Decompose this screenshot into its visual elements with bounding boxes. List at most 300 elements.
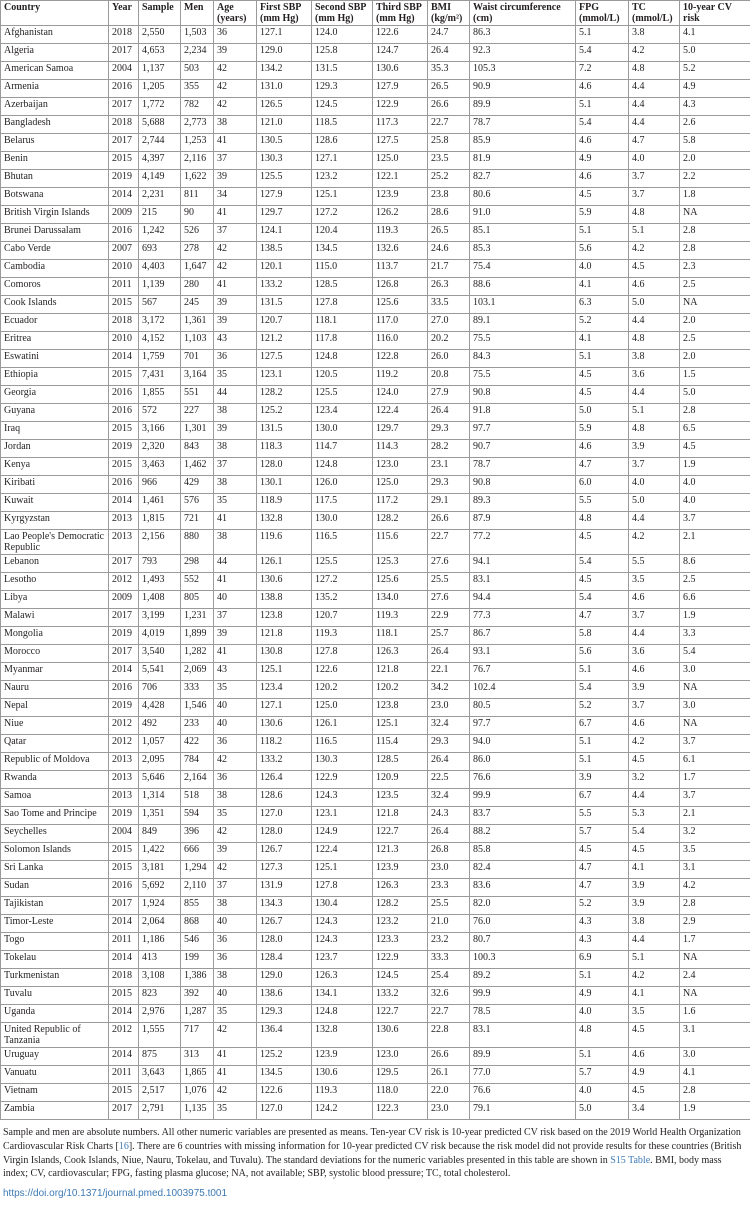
table-cell: 2015 (109, 296, 139, 314)
table-cell: 122.9 (373, 951, 428, 969)
table-cell: 3.6 (629, 368, 680, 386)
table-cell: 26.1 (428, 1066, 470, 1084)
table-cell: 130.0 (312, 512, 373, 530)
table-cell: 526 (181, 224, 214, 242)
table-cell: 2018 (109, 116, 139, 134)
table-cell: 1,503 (181, 26, 214, 44)
table-cell: 5.0 (629, 296, 680, 314)
table-row (1, 987, 750, 1005)
table-cell: 5.5 (629, 555, 680, 573)
table-cell: 88.2 (470, 825, 576, 843)
table-cell: 3,643 (139, 1066, 181, 1084)
table-cell: 120.2 (373, 681, 428, 699)
country-cell: Lao People's Democratic Republic (1, 530, 109, 555)
table-cell: 2.5 (680, 278, 750, 296)
table-cell: 7,431 (139, 368, 181, 386)
table-cell: 2.1 (680, 807, 750, 825)
table-cell: 1,546 (181, 699, 214, 717)
table-cell: 23.0 (428, 699, 470, 717)
table-cell: NA (680, 681, 750, 699)
table-cell: 5.1 (576, 224, 629, 242)
table-cell: 2,164 (181, 771, 214, 789)
table-cell: 44 (214, 555, 257, 573)
table-cell: 42 (214, 242, 257, 260)
col-header: Third SBP (mm Hg) (373, 1, 428, 26)
table-cell: 97.7 (470, 422, 576, 440)
table-cell: 117.2 (373, 494, 428, 512)
supplementary-table-link[interactable]: S15 Table (610, 1154, 651, 1166)
table-cell: 2,095 (139, 753, 181, 771)
country-cell: Nauru (1, 681, 109, 699)
table-cell: 118.2 (257, 735, 312, 753)
table-cell: 2019 (109, 440, 139, 458)
table-row (1, 807, 750, 825)
table-cell: 125.5 (312, 555, 373, 573)
table-cell: 89.2 (470, 969, 576, 987)
table-cell: 567 (139, 296, 181, 314)
table-cell: 28.2 (428, 440, 470, 458)
table-cell: 118.9 (257, 494, 312, 512)
table-cell: 125.6 (373, 296, 428, 314)
table-cell: 132.8 (312, 1023, 373, 1048)
table-cell: 130.6 (312, 1066, 373, 1084)
table-cell: 34 (214, 188, 257, 206)
table-cell: 121.8 (373, 663, 428, 681)
table-cell: 124.9 (312, 825, 373, 843)
table-cell: 4.0 (629, 476, 680, 494)
table-cell: 4.0 (576, 260, 629, 278)
table-cell: 5.4 (680, 645, 750, 663)
table-cell: 90.9 (470, 80, 576, 98)
table-cell: 126.3 (312, 969, 373, 987)
table-cell: 25.2 (428, 170, 470, 188)
table-cell: 5.0 (576, 1102, 629, 1120)
table-cell: 122.1 (373, 170, 428, 188)
table-cell: 123.2 (373, 915, 428, 933)
table-cell: 2012 (109, 735, 139, 753)
table-cell: 2014 (109, 663, 139, 681)
table-cell: 4.4 (629, 789, 680, 807)
table-cell: 26.0 (428, 350, 470, 368)
table-cell: 114.3 (373, 440, 428, 458)
table-cell: 134.5 (312, 242, 373, 260)
table-cell: 392 (181, 987, 214, 1005)
table-cell: 40 (214, 987, 257, 1005)
table-cell: 3,164 (181, 368, 214, 386)
table-cell: 3,166 (139, 422, 181, 440)
country-cell: Uruguay (1, 1048, 109, 1066)
table-cell: 82.4 (470, 861, 576, 879)
country-cell: Turkmenistan (1, 969, 109, 987)
table-cell: 124.0 (312, 26, 373, 44)
table-cell: 35.3 (428, 62, 470, 80)
table-cell: 2,156 (139, 530, 181, 555)
table-cell: 966 (139, 476, 181, 494)
table-cell: 22.7 (428, 1005, 470, 1023)
table-cell: 576 (181, 494, 214, 512)
table-cell: 118.3 (257, 440, 312, 458)
table-cell: 124.3 (312, 789, 373, 807)
footnote-text: . BMI, body mass index; CV, cardiovascular; FPG, fasting plasma glucose; NA, not available; SBP, systolic blood pressure; TC, total cholesterol. (3, 1154, 722, 1180)
table-cell: 41 (214, 512, 257, 530)
table-cell: 5.1 (629, 951, 680, 969)
table-cell: 114.7 (312, 440, 373, 458)
country-cell: Seychelles (1, 825, 109, 843)
country-cell: Rwanda (1, 771, 109, 789)
table-cell: 4.6 (576, 170, 629, 188)
table-cell: 26.6 (428, 512, 470, 530)
table-cell: 130.8 (257, 645, 312, 663)
table-cell: 94.1 (470, 555, 576, 573)
table-cell: 125.3 (373, 555, 428, 573)
table-cell: 23.0 (428, 1102, 470, 1120)
table-cell: 4.2 (629, 969, 680, 987)
table-cell: 117.5 (312, 494, 373, 512)
table-cell: 1,139 (139, 278, 181, 296)
table-cell: 2.8 (680, 224, 750, 242)
table-row (1, 134, 750, 152)
table-cell: 125.1 (257, 663, 312, 681)
table-cell: 123.8 (257, 609, 312, 627)
table-cell: 131.0 (257, 80, 312, 98)
country-cell: Zambia (1, 1102, 109, 1120)
table-cell: 26.6 (428, 1048, 470, 1066)
table-cell: 1,314 (139, 789, 181, 807)
table-row (1, 206, 750, 224)
table-cell: 1,386 (181, 969, 214, 987)
table-cell: 2019 (109, 807, 139, 825)
table-cell: 2,320 (139, 440, 181, 458)
table-cell: 32.6 (428, 987, 470, 1005)
table-cell: 4.8 (629, 206, 680, 224)
table-cell: 875 (139, 1048, 181, 1066)
country-cell: United Republic of Tanzania (1, 1023, 109, 1048)
table-cell: 126.4 (257, 771, 312, 789)
col-header: Age (years) (214, 1, 257, 26)
table-cell: 1,231 (181, 609, 214, 627)
table-cell: 4.1 (629, 987, 680, 1005)
country-cell: Jordan (1, 440, 109, 458)
table-cell: 5.8 (576, 627, 629, 645)
table-cell: 1.7 (680, 771, 750, 789)
table-cell: 6.0 (576, 476, 629, 494)
table-cell: 123.9 (312, 1048, 373, 1066)
table-cell: 2004 (109, 825, 139, 843)
table-cell: 1.7 (680, 933, 750, 951)
table-row (1, 843, 750, 861)
table-cell: 37 (214, 609, 257, 627)
table-cell: 38 (214, 440, 257, 458)
table-cell: 2017 (109, 1102, 139, 1120)
table-cell: 120.2 (312, 681, 373, 699)
table-cell: 4.8 (629, 62, 680, 80)
header-row (1, 1, 750, 26)
table-cell: 3,172 (139, 314, 181, 332)
table-row (1, 969, 750, 987)
table-cell: 355 (181, 80, 214, 98)
doi-link[interactable]: https://doi.org/10.1371/journal.pmed.1003975.t001 (3, 1188, 228, 1200)
table-row (1, 170, 750, 188)
table-cell: 41 (214, 206, 257, 224)
table-cell: 80.7 (470, 933, 576, 951)
table-cell: 128.6 (257, 789, 312, 807)
table-cell: 1,855 (139, 386, 181, 404)
table-cell: 34.2 (428, 681, 470, 699)
table-cell: 2,791 (139, 1102, 181, 1120)
table-cell: 868 (181, 915, 214, 933)
table-row (1, 915, 750, 933)
country-cell: Armenia (1, 80, 109, 98)
table-cell: 2016 (109, 80, 139, 98)
table-cell: 26.4 (428, 404, 470, 422)
table-cell: 131.5 (257, 422, 312, 440)
table-cell: 76.6 (470, 1084, 576, 1102)
table-cell: 123.1 (257, 368, 312, 386)
table-cell: 25.5 (428, 897, 470, 915)
table-cell: 3.7 (680, 789, 750, 807)
table-cell: 128.5 (312, 278, 373, 296)
table-cell: 5.0 (680, 44, 750, 62)
table-cell: 5.0 (576, 404, 629, 422)
table-cell: 113.7 (373, 260, 428, 278)
table-cell: 4.2 (680, 879, 750, 897)
table-cell: 2013 (109, 530, 139, 555)
table-cell: 86.0 (470, 753, 576, 771)
table-row (1, 224, 750, 242)
table-row (1, 368, 750, 386)
table-cell: 125.2 (257, 1048, 312, 1066)
table-cell: 128.4 (257, 951, 312, 969)
table-cell: 124.8 (312, 1005, 373, 1023)
table-cell: 1,137 (139, 62, 181, 80)
table-cell: 127.1 (257, 26, 312, 44)
table-cell: 233 (181, 717, 214, 735)
table-row (1, 609, 750, 627)
table-cell: 3.7 (629, 188, 680, 206)
table-cell: 75.5 (470, 368, 576, 386)
table-cell: 3.0 (680, 699, 750, 717)
table-cell: 124.2 (312, 1102, 373, 1120)
table-cell: 3.0 (680, 663, 750, 681)
country-cell: Brunei Darussalam (1, 224, 109, 242)
table-cell: 37 (214, 224, 257, 242)
table-cell: 3,463 (139, 458, 181, 476)
table-cell: 5.4 (629, 825, 680, 843)
table-cell: 38 (214, 789, 257, 807)
table-cell: 3.9 (629, 681, 680, 699)
table-cell: 35 (214, 681, 257, 699)
table-cell: 1,865 (181, 1066, 214, 1084)
table-cell: 3.9 (576, 771, 629, 789)
table-cell: 42 (214, 1084, 257, 1102)
table-cell: 134.5 (257, 1066, 312, 1084)
footnote-text: ]. There are 6 countries with missing information for 10-year predicted CV risk because the risk model did not provide results for these countries (British Virgin Islands, Cook Islands, Niue, Nauru, Tokelau, and Tuvalu). The standard deviations for the numeric variables presented in this table are shown in (3, 1140, 742, 1166)
table-cell: 117.8 (312, 332, 373, 350)
table-cell: 1,294 (181, 861, 214, 879)
table-cell: 129.7 (373, 422, 428, 440)
table-cell: 4.4 (629, 80, 680, 98)
table-cell: 124.5 (373, 969, 428, 987)
table-cell: 83.1 (470, 1023, 576, 1048)
table-cell: 37 (214, 152, 257, 170)
table-cell: 102.4 (470, 681, 576, 699)
table-cell: 25.8 (428, 134, 470, 152)
table-cell: 24.6 (428, 242, 470, 260)
table-cell: 86.3 (470, 26, 576, 44)
table-cell: 5,688 (139, 116, 181, 134)
table-cell: 4.6 (629, 663, 680, 681)
col-header: Country (1, 1, 109, 26)
table-cell: 124.1 (257, 224, 312, 242)
table-row (1, 62, 750, 80)
table-cell: 27.0 (428, 314, 470, 332)
table-cell: 6.7 (576, 717, 629, 735)
table-cell: 86.7 (470, 627, 576, 645)
table-cell: 843 (181, 440, 214, 458)
table-cell: 4.5 (629, 1023, 680, 1048)
table-cell: 4.2 (629, 735, 680, 753)
table-cell: 5.4 (576, 681, 629, 699)
table-cell: 127.1 (257, 699, 312, 717)
table-cell: 2.8 (680, 897, 750, 915)
table-cell: 115.0 (312, 260, 373, 278)
table-cell: 3.0 (680, 1048, 750, 1066)
table-cell: 594 (181, 807, 214, 825)
country-cell: Ecuador (1, 314, 109, 332)
table-cell: 39 (214, 170, 257, 188)
table-cell: 122.7 (373, 825, 428, 843)
table-cell: 693 (139, 242, 181, 260)
table-cell: 2017 (109, 897, 139, 915)
table-cell: 4.3 (576, 933, 629, 951)
table-cell: 36 (214, 350, 257, 368)
table-cell: 41 (214, 1048, 257, 1066)
table-row (1, 933, 750, 951)
table-cell: 2019 (109, 699, 139, 717)
table-cell: 4.6 (629, 1048, 680, 1066)
table-cell: 37 (214, 458, 257, 476)
table-cell: 5.0 (629, 494, 680, 512)
table-cell: 124.3 (312, 915, 373, 933)
table-cell: 39 (214, 627, 257, 645)
table-cell: 2013 (109, 771, 139, 789)
table-cell: 793 (139, 555, 181, 573)
table-cell: 122.9 (312, 771, 373, 789)
table-cell: 6.5 (680, 422, 750, 440)
table-row (1, 861, 750, 879)
table-cell: 4,152 (139, 332, 181, 350)
table-cell: 127.9 (373, 80, 428, 98)
table-cell: 4.3 (576, 915, 629, 933)
table-cell: 23.5 (428, 152, 470, 170)
table-cell: 132.6 (373, 242, 428, 260)
table-cell: 8.6 (680, 555, 750, 573)
table-cell: 5.7 (576, 1066, 629, 1084)
table-cell: 3.7 (629, 609, 680, 627)
table-cell: 125.0 (373, 476, 428, 494)
table-cell: 4.5 (629, 843, 680, 861)
table-cell: 2,064 (139, 915, 181, 933)
table-cell: 215 (139, 206, 181, 224)
table-cell: 199 (181, 951, 214, 969)
table-cell: 128.5 (373, 753, 428, 771)
country-cell: Belarus (1, 134, 109, 152)
table-cell: 124.3 (312, 933, 373, 951)
country-cell: Eswatini (1, 350, 109, 368)
table-cell: 118.1 (312, 314, 373, 332)
country-cell: Vanuatu (1, 1066, 109, 1084)
table-cell: 128.2 (373, 897, 428, 915)
table-cell: 1,815 (139, 512, 181, 530)
table-row (1, 789, 750, 807)
table-cell: 90.8 (470, 476, 576, 494)
table-cell: 97.7 (470, 717, 576, 735)
table-cell: 4.2 (629, 242, 680, 260)
table-cell: 2015 (109, 368, 139, 386)
table-cell: 2016 (109, 404, 139, 422)
table-cell: 2014 (109, 350, 139, 368)
country-cell: Morocco (1, 645, 109, 663)
table-cell: 4.8 (576, 512, 629, 530)
table-cell: 27.6 (428, 591, 470, 609)
table-cell: 130.5 (257, 134, 312, 152)
table-cell: 1,493 (139, 573, 181, 591)
table-cell: 138.5 (257, 242, 312, 260)
table-cell: 23.1 (428, 458, 470, 476)
table-cell: 23.3 (428, 879, 470, 897)
table-cell: 121.0 (257, 116, 312, 134)
table-cell: 32.4 (428, 789, 470, 807)
table-cell: 26.4 (428, 753, 470, 771)
table-cell: 1,301 (181, 422, 214, 440)
table-row (1, 645, 750, 663)
table-cell: 4.1 (629, 861, 680, 879)
table-cell: 126.7 (257, 843, 312, 861)
table-cell: 122.8 (373, 350, 428, 368)
table-cell: 130.1 (257, 476, 312, 494)
table-row (1, 951, 750, 969)
table-cell: 4.5 (629, 260, 680, 278)
table-cell: 572 (139, 404, 181, 422)
table-cell: 26.8 (428, 843, 470, 861)
table-cell: 94.0 (470, 735, 576, 753)
table-cell: 4.6 (576, 80, 629, 98)
table-cell: 784 (181, 753, 214, 771)
table-cell: 2.4 (680, 969, 750, 987)
table-cell: 805 (181, 591, 214, 609)
table-cell: 2019 (109, 627, 139, 645)
table-cell: 76.0 (470, 915, 576, 933)
table-cell: 88.6 (470, 278, 576, 296)
table-cell: 2,069 (181, 663, 214, 681)
table-cell: 2,116 (181, 152, 214, 170)
country-cell: Botswana (1, 188, 109, 206)
table-cell: 6.7 (576, 789, 629, 807)
table-row (1, 735, 750, 753)
table-cell: 1,135 (181, 1102, 214, 1120)
table-cell: 4.4 (629, 116, 680, 134)
table-cell: 6.6 (680, 591, 750, 609)
table-cell: 5.6 (576, 645, 629, 663)
table-row (1, 80, 750, 98)
table-cell: 35 (214, 494, 257, 512)
table-cell: 90 (181, 206, 214, 224)
table-cell: 3.7 (629, 170, 680, 188)
table-cell: 22.0 (428, 1084, 470, 1102)
table-cell: 4,397 (139, 152, 181, 170)
table-cell: 27.6 (428, 555, 470, 573)
reference-link[interactable]: 16 (118, 1140, 129, 1152)
